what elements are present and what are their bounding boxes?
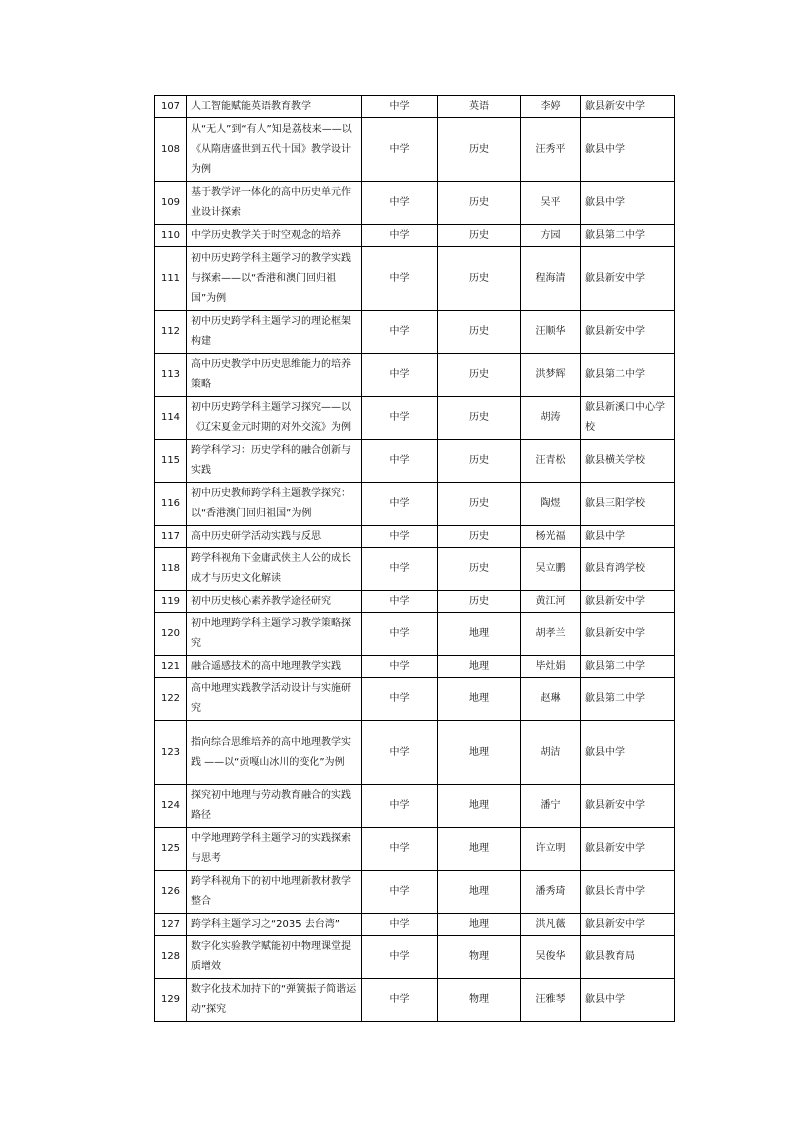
cell-author: 程海清	[521, 247, 581, 311]
cell-author: 汪雅琴	[521, 979, 581, 1022]
cell-subject: 历史	[438, 182, 521, 225]
cell-author: 汪秀平	[521, 118, 581, 182]
table-body	[155, 96, 675, 1022]
cell-title: 从“无人”到“有人”知是荔枝来——以《从隋唐盛世到五代十国》教学设计为例	[187, 118, 362, 182]
table-row	[155, 548, 675, 591]
cell-level: 中学	[362, 526, 438, 548]
table-row	[155, 96, 675, 118]
cell-school: 歙县中学	[581, 118, 675, 182]
cell-school: 歙县新安中学	[581, 591, 675, 613]
cell-title: 中学地理跨学科主题学习的实践探索与思考	[187, 828, 362, 871]
cell-level: 中学	[362, 225, 438, 247]
cell-author: 黄江河	[521, 591, 581, 613]
cell-school: 歙县横关学校	[581, 440, 675, 483]
cell-school: 歙县中学	[581, 526, 675, 548]
cell-number: 127	[155, 914, 187, 936]
cell-level: 中学	[362, 483, 438, 526]
cell-level: 中学	[362, 591, 438, 613]
cell-level: 中学	[362, 656, 438, 678]
cell-subject: 地理	[438, 656, 521, 678]
cell-author: 吴立鹏	[521, 548, 581, 591]
cell-number: 109	[155, 182, 187, 225]
table-row	[155, 871, 675, 914]
cell-number: 122	[155, 678, 187, 721]
cell-subject: 地理	[438, 871, 521, 914]
table-row	[155, 526, 675, 548]
table-row	[155, 182, 675, 225]
table-row	[155, 613, 675, 656]
cell-author: 李婷	[521, 96, 581, 118]
cell-title: 指向综合思维培养的高中地理教学实践 ——以“贡嘎山冰川的变化”为例	[187, 721, 362, 785]
cell-level: 中学	[362, 721, 438, 785]
cell-number: 128	[155, 936, 187, 979]
table-row	[155, 247, 675, 311]
cell-title: 数字化实验教学赋能初中物理课堂提质增效	[187, 936, 362, 979]
cell-subject: 英语	[438, 96, 521, 118]
cell-author: 胡涛	[521, 397, 581, 440]
cell-school: 歙县新安中学	[581, 247, 675, 311]
table-row	[155, 225, 675, 247]
cell-school: 歙县第二中学	[581, 678, 675, 721]
award-list-table	[154, 95, 675, 1022]
cell-subject: 地理	[438, 613, 521, 656]
cell-title: 初中历史教师跨学科主题教学探究：以“香港澳门回归祖国”为例	[187, 483, 362, 526]
cell-subject: 地理	[438, 678, 521, 721]
cell-school: 歙县长青中学	[581, 871, 675, 914]
table-row	[155, 678, 675, 721]
cell-number: 123	[155, 721, 187, 785]
cell-number: 110	[155, 225, 187, 247]
cell-author: 陶煜	[521, 483, 581, 526]
cell-title: 探究初中地理与劳动教育融合的实践路径	[187, 785, 362, 828]
table-row	[155, 828, 675, 871]
cell-title: 初中历史核心素养教学途径研究	[187, 591, 362, 613]
cell-number: 121	[155, 656, 187, 678]
cell-level: 中学	[362, 440, 438, 483]
cell-subject: 历史	[438, 225, 521, 247]
cell-subject: 历史	[438, 354, 521, 397]
table-row	[155, 591, 675, 613]
cell-level: 中学	[362, 785, 438, 828]
cell-school: 歙县中学	[581, 721, 675, 785]
cell-number: 120	[155, 613, 187, 656]
cell-title: 初中地理跨学科主题学习教学策略探究	[187, 613, 362, 656]
cell-title: 跨学科视角下金庸武侠主人公的成长成才与历史文化解读	[187, 548, 362, 591]
cell-number: 111	[155, 247, 187, 311]
table-row	[155, 354, 675, 397]
cell-author: 吴平	[521, 182, 581, 225]
table-row	[155, 721, 675, 785]
cell-author: 许立明	[521, 828, 581, 871]
cell-author: 潘宁	[521, 785, 581, 828]
cell-level: 中学	[362, 936, 438, 979]
cell-author: 毕灶娟	[521, 656, 581, 678]
cell-school: 歙县新安中学	[581, 311, 675, 354]
table-row	[155, 118, 675, 182]
cell-number: 114	[155, 397, 187, 440]
cell-number: 108	[155, 118, 187, 182]
cell-title: 初中历史跨学科主题学习的理论框架构建	[187, 311, 362, 354]
cell-author: 胡洁	[521, 721, 581, 785]
cell-school: 歙县新溪口中心学校	[581, 397, 675, 440]
cell-school: 歙县第二中学	[581, 656, 675, 678]
cell-number: 124	[155, 785, 187, 828]
cell-subject: 地理	[438, 828, 521, 871]
cell-subject: 物理	[438, 936, 521, 979]
cell-school: 歙县新安中学	[581, 785, 675, 828]
cell-title: 跨学科学习：历史学科的融合创新与实践	[187, 440, 362, 483]
cell-number: 118	[155, 548, 187, 591]
cell-subject: 历史	[438, 440, 521, 483]
cell-school: 歙县中学	[581, 979, 675, 1022]
cell-school: 歙县中学	[581, 182, 675, 225]
cell-author: 洪凡薇	[521, 914, 581, 936]
cell-level: 中学	[362, 914, 438, 936]
cell-author: 胡孝兰	[521, 613, 581, 656]
table-row	[155, 656, 675, 678]
cell-title: 跨学科视角下的初中地理新教材教学整合	[187, 871, 362, 914]
cell-level: 中学	[362, 354, 438, 397]
cell-subject: 历史	[438, 526, 521, 548]
cell-author: 汪顺华	[521, 311, 581, 354]
table-row	[155, 440, 675, 483]
cell-subject: 地理	[438, 785, 521, 828]
cell-number: 115	[155, 440, 187, 483]
cell-level: 中学	[362, 979, 438, 1022]
cell-subject: 历史	[438, 311, 521, 354]
cell-number: 116	[155, 483, 187, 526]
cell-title: 初中历史跨学科主题学习探究——以《辽宋夏金元时期的对外交流》为例	[187, 397, 362, 440]
cell-number: 126	[155, 871, 187, 914]
cell-subject: 历史	[438, 247, 521, 311]
cell-title: 数字化技术加持下的“弹簧振子简谐运动”探究	[187, 979, 362, 1022]
cell-title: 高中历史研学活动实践与反思	[187, 526, 362, 548]
cell-subject: 历史	[438, 548, 521, 591]
table-row	[155, 483, 675, 526]
cell-level: 中学	[362, 311, 438, 354]
cell-title: 跨学科主题学习之“2035 去台湾”	[187, 914, 362, 936]
cell-subject: 地理	[438, 721, 521, 785]
cell-author: 汪青松	[521, 440, 581, 483]
cell-level: 中学	[362, 118, 438, 182]
cell-author: 洪梦辉	[521, 354, 581, 397]
cell-school: 歙县育鸿学校	[581, 548, 675, 591]
table-row	[155, 979, 675, 1022]
cell-subject: 地理	[438, 914, 521, 936]
cell-level: 中学	[362, 548, 438, 591]
cell-title: 基于教学评一体化的高中历史单元作业设计探索	[187, 182, 362, 225]
cell-school: 歙县第二中学	[581, 354, 675, 397]
cell-number: 117	[155, 526, 187, 548]
cell-subject: 历史	[438, 483, 521, 526]
cell-number: 129	[155, 979, 187, 1022]
table-row	[155, 311, 675, 354]
table-row	[155, 397, 675, 440]
cell-number: 125	[155, 828, 187, 871]
cell-level: 中学	[362, 678, 438, 721]
cell-author: 吴俊华	[521, 936, 581, 979]
cell-level: 中学	[362, 397, 438, 440]
cell-school: 歙县新安中学	[581, 828, 675, 871]
cell-title: 中学历史教学关于时空观念的培养	[187, 225, 362, 247]
table-row	[155, 936, 675, 979]
cell-school: 歙县三阳学校	[581, 483, 675, 526]
cell-author: 赵琳	[521, 678, 581, 721]
cell-school: 歙县教育局	[581, 936, 675, 979]
cell-title: 初中历史跨学科主题学习的教学实践与探索——以“香港和澳门回归祖国”为例	[187, 247, 362, 311]
cell-number: 112	[155, 311, 187, 354]
cell-level: 中学	[362, 828, 438, 871]
table-row	[155, 785, 675, 828]
cell-school: 歙县新安中学	[581, 96, 675, 118]
cell-title: 高中地理实践教学活动设计与实施研究	[187, 678, 362, 721]
cell-title: 人工智能赋能英语教育教学	[187, 96, 362, 118]
cell-subject: 历史	[438, 591, 521, 613]
cell-author: 杨光福	[521, 526, 581, 548]
cell-level: 中学	[362, 247, 438, 311]
cell-level: 中学	[362, 871, 438, 914]
cell-number: 119	[155, 591, 187, 613]
cell-level: 中学	[362, 613, 438, 656]
cell-title: 高中历史教学中历史思维能力的培养策略	[187, 354, 362, 397]
cell-subject: 历史	[438, 397, 521, 440]
cell-level: 中学	[362, 96, 438, 118]
cell-title: 融合遥感技术的高中地理教学实践	[187, 656, 362, 678]
cell-author: 潘秀琦	[521, 871, 581, 914]
cell-subject: 历史	[438, 118, 521, 182]
cell-number: 107	[155, 96, 187, 118]
cell-level: 中学	[362, 182, 438, 225]
cell-author: 方园	[521, 225, 581, 247]
table-row	[155, 914, 675, 936]
cell-school: 歙县新安中学	[581, 914, 675, 936]
cell-school: 歙县第二中学	[581, 225, 675, 247]
cell-subject: 物理	[438, 979, 521, 1022]
cell-number: 113	[155, 354, 187, 397]
cell-school: 歙县新安中学	[581, 613, 675, 656]
